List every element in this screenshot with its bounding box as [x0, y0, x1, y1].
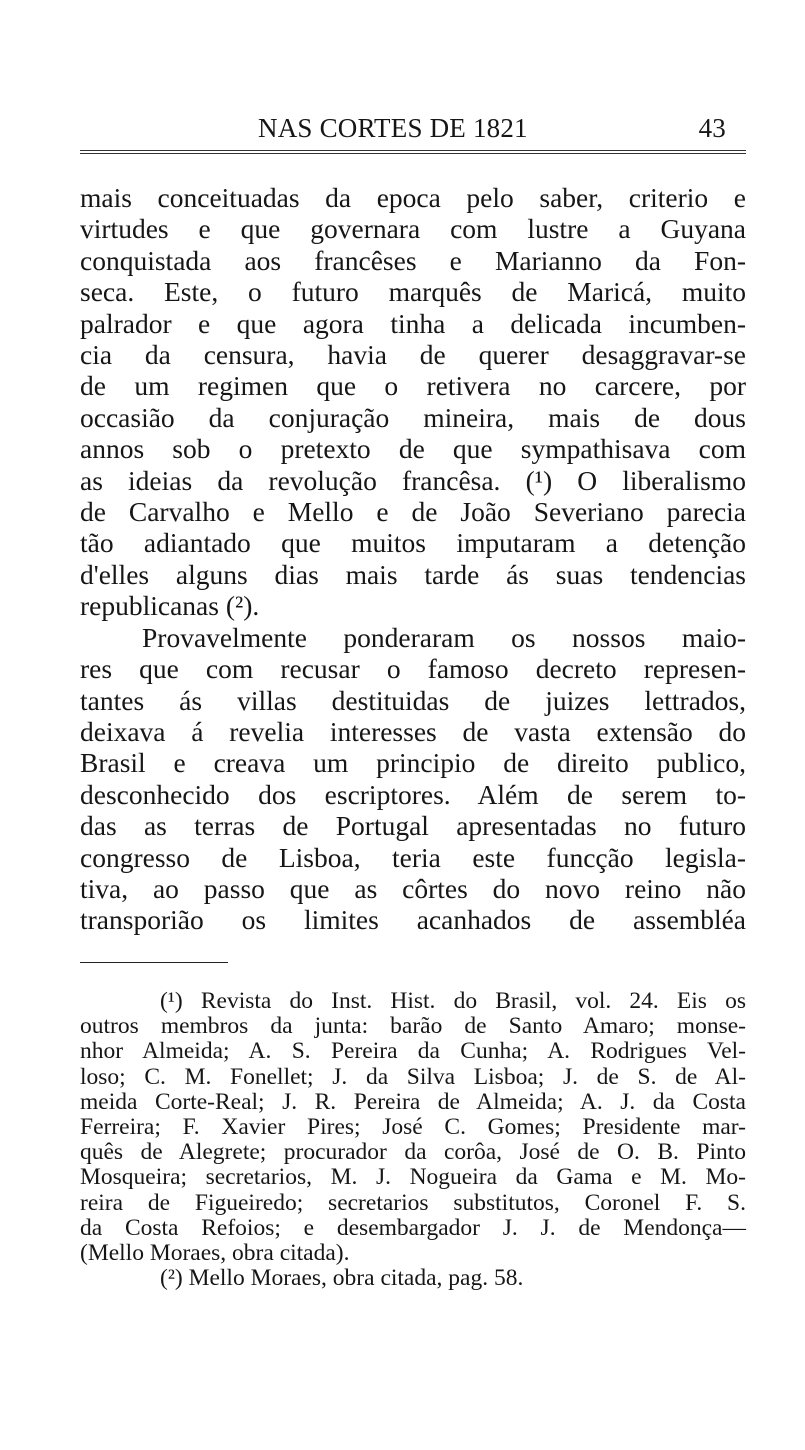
footnote-line: (¹) Revista do Inst. Hist. do Brasil, vol. 24. Eis os	[160, 988, 746, 1014]
text-line: das as terras de Portugal apresentadas no futuro	[80, 810, 746, 842]
footnote-line: reira de Figueiredo; secretarios substitutos, Coronel F. S.	[80, 1189, 746, 1216]
text-line: Provavelmente ponderaram os nossos maio-	[142, 621, 746, 653]
footnote-2	[80, 1266, 746, 1291]
text-line: republicanas (²).	[80, 590, 260, 622]
text-line: de Carvalho e Mello e de João Severiano parecia	[80, 496, 746, 528]
running-head	[80, 113, 746, 153]
footnote-line: nhor Almeida; A. S. Pereira da Cunha; A. Rodrigues Vel-	[80, 1038, 746, 1065]
body-text	[80, 182, 746, 936]
text-line: de um regimen que o retivera no carcere, por	[80, 370, 746, 402]
text-line: desconhecido dos escriptores. Além de serem to-	[80, 778, 746, 810]
header-rule	[80, 150, 746, 154]
footnote-line: (²) Mello Moraes, obra citada, pag. 58.	[160, 1265, 524, 1292]
footnote-line: meida Corte-Real; J. R. Pereira de Almeida; A. J. da Costa	[80, 1088, 746, 1115]
footnote-line: loso; C. M. Fonellet; J. da Silva Lisboa; J. de S. de Al-	[80, 1063, 746, 1090]
footnote-rule	[80, 962, 228, 963]
text-line: Brasil e creava um principio de direito publico,	[80, 747, 746, 779]
footnote-line: outros membros da junta: barão de Santo Amaro; monse-	[80, 1013, 746, 1040]
text-line: palrador e que agora tinha a delicada incumben-	[80, 307, 746, 339]
footnote-line: quês de Alegrete; procurador da corôa, José de O. B. Pinto	[80, 1139, 746, 1166]
text-line: congresso de Lisboa, teria este funcção legisla-	[80, 841, 746, 873]
text-line: mais conceituadas da epoca pelo saber, criterio e	[80, 182, 746, 213]
text-line: tiva, ao passo que as côrtes do novo reino não	[80, 872, 746, 904]
footnotes	[80, 989, 746, 1291]
text-line: virtudes e que governara com lustre a Guyana	[80, 213, 746, 245]
text-line: cia da censura, havia de querer desaggravar-se	[80, 339, 746, 371]
text-line: annos sob o pretexto de que sympathisava com	[80, 433, 746, 465]
text-line: conquistada aos francêses e Marianno da Fon-	[80, 244, 746, 276]
footnote-line: Mosqueira; secretarios, M. J. Nogueira da Gama e M. Mo-	[80, 1164, 746, 1191]
paragraph-2	[80, 622, 746, 936]
text-line: seca. Este, o futuro marquês de Maricá, muito	[80, 276, 746, 308]
footnote-line: (Mello Moraes, obra citada).	[80, 1240, 350, 1267]
footnote-line: Ferreira; F. Xavier Pires; José C. Gomes; Presidente mar-	[80, 1114, 746, 1141]
text-line: transporião os limites acanhados de assembléa	[80, 904, 746, 936]
page-number: 43	[698, 113, 726, 143]
text-line: deixava á revelia interesses de vasta extensão do	[80, 715, 746, 747]
text-line: res que com recusar o famoso decreto represen-	[80, 653, 746, 685]
footnote-line: da Costa Refoios; e desembargador J. J. de Mendonça—	[80, 1214, 746, 1241]
running-title: NAS CORTES DE 1821	[258, 113, 528, 143]
text-line: tantes ás villas destituidas de juizes lettrados,	[80, 684, 746, 716]
text-line: as ideias da revolução francêsa. (¹) O liberalismo	[80, 464, 746, 496]
paragraph-1	[80, 182, 746, 622]
footnote-1	[80, 989, 746, 1266]
text-line: tão adiantado que muitos imputaram a detenção	[80, 527, 746, 559]
text-line: d'elles alguns dias mais tarde ás suas tendencias	[80, 558, 746, 590]
text-line: occasião da conjuração mineira, mais de dous	[80, 401, 746, 433]
